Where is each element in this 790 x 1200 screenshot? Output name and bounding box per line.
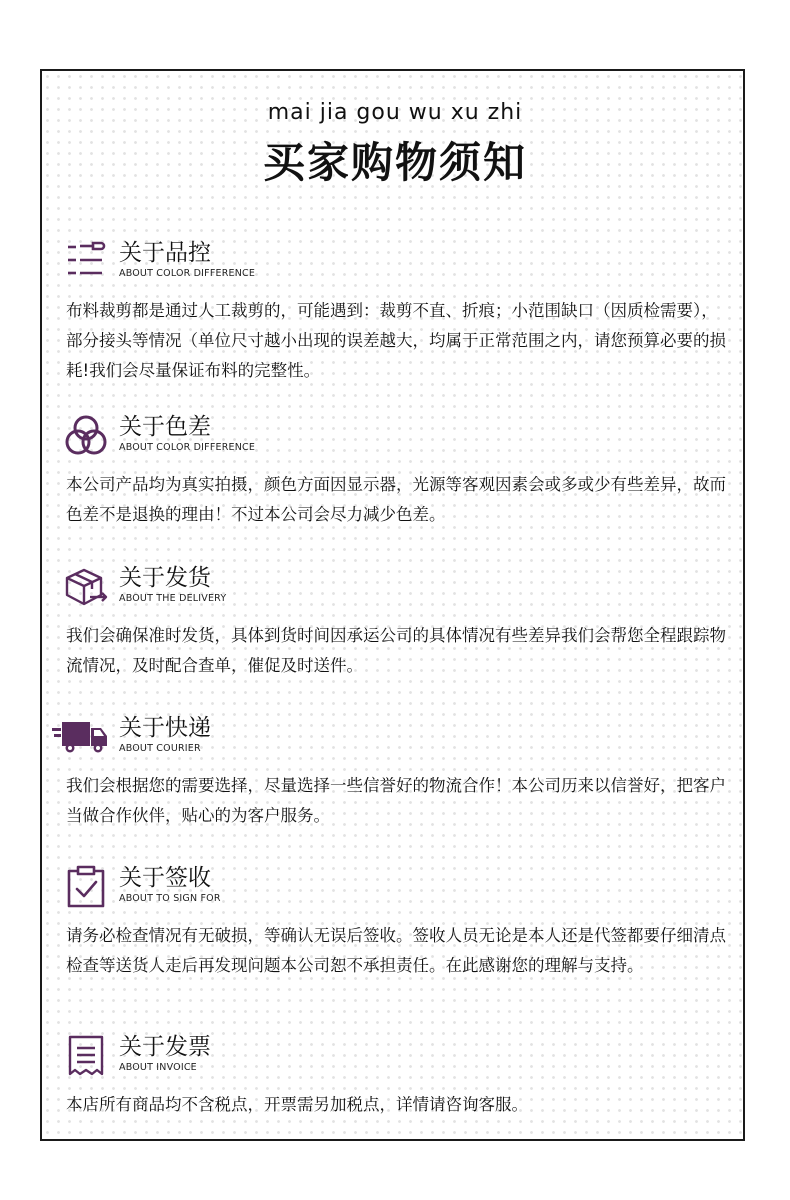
section-body: 布料裁剪都是通过人工裁剪的，可能遇到：裁剪不直、折痕；小范围缺口（因质检需要），部分接头等情况（单位尺寸越小出现的误差越大，均属于正常范围之内，请您预算必要的损耗!我们会尽量保证布料的完整性。: [66, 301, 726, 380]
section-title: 关于品控: [119, 240, 211, 266]
section-title: 关于快递: [119, 715, 211, 741]
section-subtitle: ABOUT TO SIGN FOR: [119, 893, 221, 904]
section-title: 关于发货: [119, 565, 211, 591]
page-title: 买家购物须知: [262, 138, 527, 187]
section-subtitle: ABOUT INVOICE: [119, 1062, 197, 1073]
section-title: 关于色差: [119, 414, 211, 440]
color-circles-icon: [64, 414, 108, 458]
section-body: 本公司产品均为真实拍摄，颜色方面因显示器，光源等客观因素会或多或少有些差异，故而色差不是退换的理由！不过本公司会尽力减少色差。: [66, 475, 726, 524]
section-title: 关于签收: [119, 865, 211, 891]
package-box-icon: [64, 565, 108, 609]
section-subtitle: ABOUT THE DELIVERY: [119, 593, 227, 604]
section-title: 关于发票: [119, 1034, 211, 1060]
section-subtitle: ABOUT COURIER: [119, 743, 201, 754]
title-pinyin: mai jia gou wu xu zhi: [267, 100, 523, 125]
clipboard-check-icon: [64, 865, 108, 909]
invoice-receipt-icon: [64, 1034, 108, 1078]
section-body: 本店所有商品均不含税点，开票需另加税点，详情请咨询客服。: [66, 1095, 528, 1114]
section-body: 我们会根据您的需要选择，尽量选择一些信誉好的物流合作！本公司历来以信誉好，把客户当做合作伙伴，贴心的为客户服务。: [66, 776, 726, 825]
section-body: 我们会确保准时发货，具体到货时间因承运公司的具体情况有些差异我们会帮您全程跟踪物流情况，及时配合查单，催促及时送件。: [66, 626, 726, 675]
section-body: 请务必检查情况有无破损，等确认无误后签收。签收人员无论是本人还是代签都要仔细清点检查等送货人走后再发现问题本公司恕不承担责任。在此感谢您的理解与支持。: [66, 926, 726, 975]
section-subtitle: ABOUT COLOR DIFFERENCE: [119, 442, 256, 453]
quality-list-icon: [64, 240, 108, 284]
section-subtitle: ABOUT COLOR DIFFERENCE: [119, 268, 256, 279]
delivery-truck-icon: [52, 715, 108, 759]
